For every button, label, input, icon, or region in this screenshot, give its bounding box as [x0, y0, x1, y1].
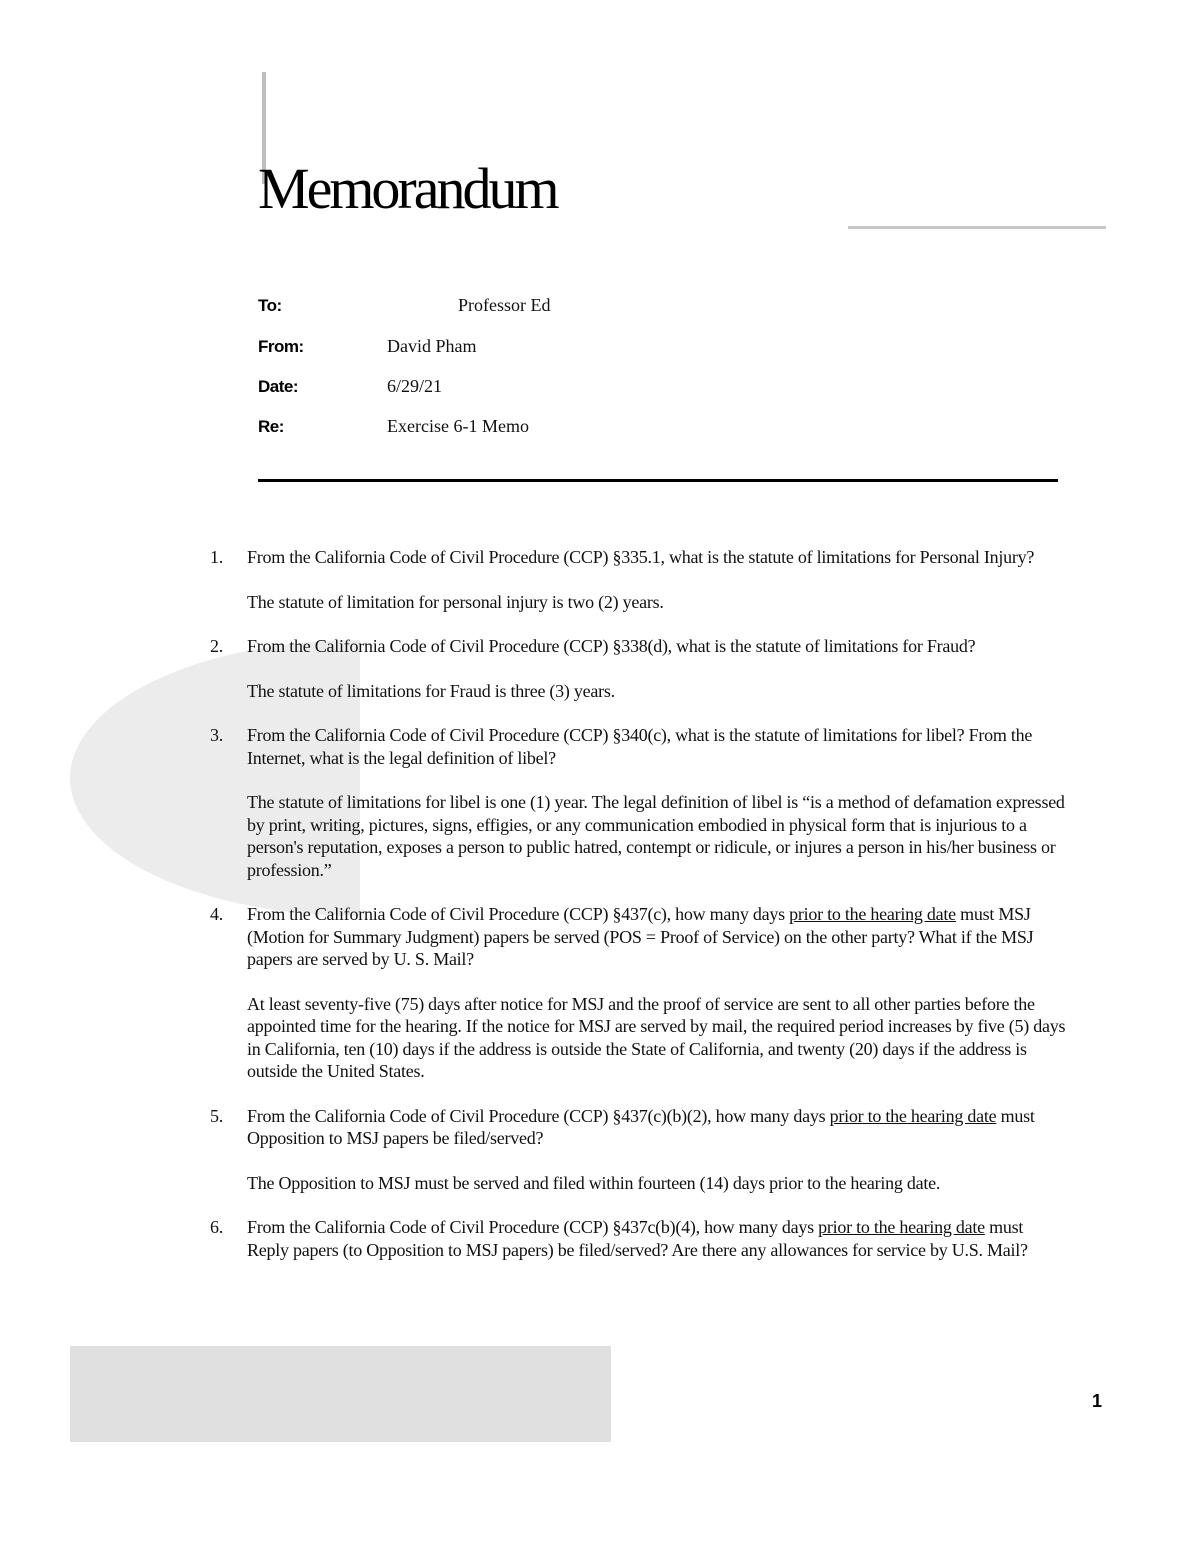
item-number: 6.: [210, 1217, 223, 1237]
list-item: [210, 1105, 1066, 1195]
question-text-end: must MSJ (Motion for Summary Judgment) papers be served (POS = Proof of Service) on the other party? What if the MSJ papers are served by U. S. Mail?: [247, 904, 1034, 969]
question-text: From the California Code of Civil Procedure (CCP) §340(c), what is the statute of limitations for libel? From the Internet, what is the legal definition of libel?: [247, 725, 1033, 768]
from-label: From:: [258, 337, 304, 356]
question-text: [247, 1216, 1066, 1261]
list-item: [210, 546, 1066, 613]
answer-text: The statute of limitations for libel is one (1) year. The legal definition of libel is “is a method of defamation expressed by print, writing, pictures, signs, effigies, or any communication embodied in physical form that is injurious to a person's reputation, exposes a person to public hatred, contempt or ridicule, or injures a person in his/her business or profession.”: [247, 792, 1065, 880]
question-text: [247, 1105, 1066, 1150]
item-number: 1.: [210, 547, 223, 567]
date-value: 6/29/21: [387, 376, 443, 396]
question-text: From the California Code of Civil Procedure (CCP) §338(d), what is the statute of limitations for Fraud?: [247, 636, 976, 656]
item-number: 4.: [210, 904, 223, 924]
decorative-horizontal-line: [848, 226, 1106, 229]
underlined-phrase: prior to the hearing date: [818, 1217, 985, 1237]
answer-text: The statute of limitations for Fraud is three (3) years.: [247, 680, 615, 701]
question-text-start: From the California Code of Civil Procedure (CCP) §437(c)(b)(2), how many days: [247, 1105, 830, 1126]
list-item: [210, 724, 1066, 881]
list-item: [210, 903, 1066, 1083]
underlined-phrase: prior to the hearing date: [829, 1105, 997, 1126]
question-text-start: From the California Code of Civil Procedure (CCP) §437(c), how many days: [247, 904, 790, 924]
from-value: David Pham: [387, 336, 477, 356]
re-value: Exercise 6-1 Memo: [387, 416, 529, 436]
question-text-end: must Opposition to MSJ papers be filed/served?: [247, 1105, 1035, 1148]
question-text-end: must Reply papers (to Opposition to MSJ papers) be filed/served? Are there any allowances for service by U.S. Mail?: [247, 1217, 1028, 1260]
date-label: Date:: [258, 377, 299, 396]
item-number: 5.: [210, 1105, 223, 1126]
answer-text: The statute of limitation for personal injury is two (2) years.: [247, 591, 664, 612]
decorative-footer-box: [70, 1346, 611, 1442]
re-label: Re:: [258, 417, 284, 436]
answer-text: At least seventy-five (75) days after notice for MSJ and the proof of service are sent to all other parties before the appointed time for the hearing. If the notice for MSJ are served by mail, the required period increases by five (5) days in California, ten (10) days if the address is outside the State of California, and twenty (20) days if the address is outside the United States.: [247, 993, 1066, 1081]
memo-title: Memorandum: [258, 156, 557, 221]
underlined-phrase: prior to the hearing date: [789, 904, 956, 924]
item-number: 3.: [210, 725, 223, 745]
list-item: [210, 635, 1066, 702]
answer-text: The Opposition to MSJ must be served and filed within fourteen (14) days prior to the hearing date.: [247, 1172, 941, 1193]
question-text: [247, 903, 1066, 971]
to-value: Professor Ed: [458, 295, 551, 315]
question-text: From the California Code of Civil Procedure (CCP) §335.1, what is the statute of limitations for Personal Injury?: [247, 547, 1035, 567]
question-list: [210, 546, 1066, 1261]
list-item: [210, 1216, 1066, 1261]
page-number: 1: [1092, 1391, 1103, 1411]
item-number: 2.: [210, 636, 223, 656]
question-text-start: From the California Code of Civil Procedure (CCP) §437c(b)(4), how many days: [247, 1217, 819, 1237]
header-divider: [258, 479, 1058, 482]
to-label: To:: [258, 296, 282, 315]
